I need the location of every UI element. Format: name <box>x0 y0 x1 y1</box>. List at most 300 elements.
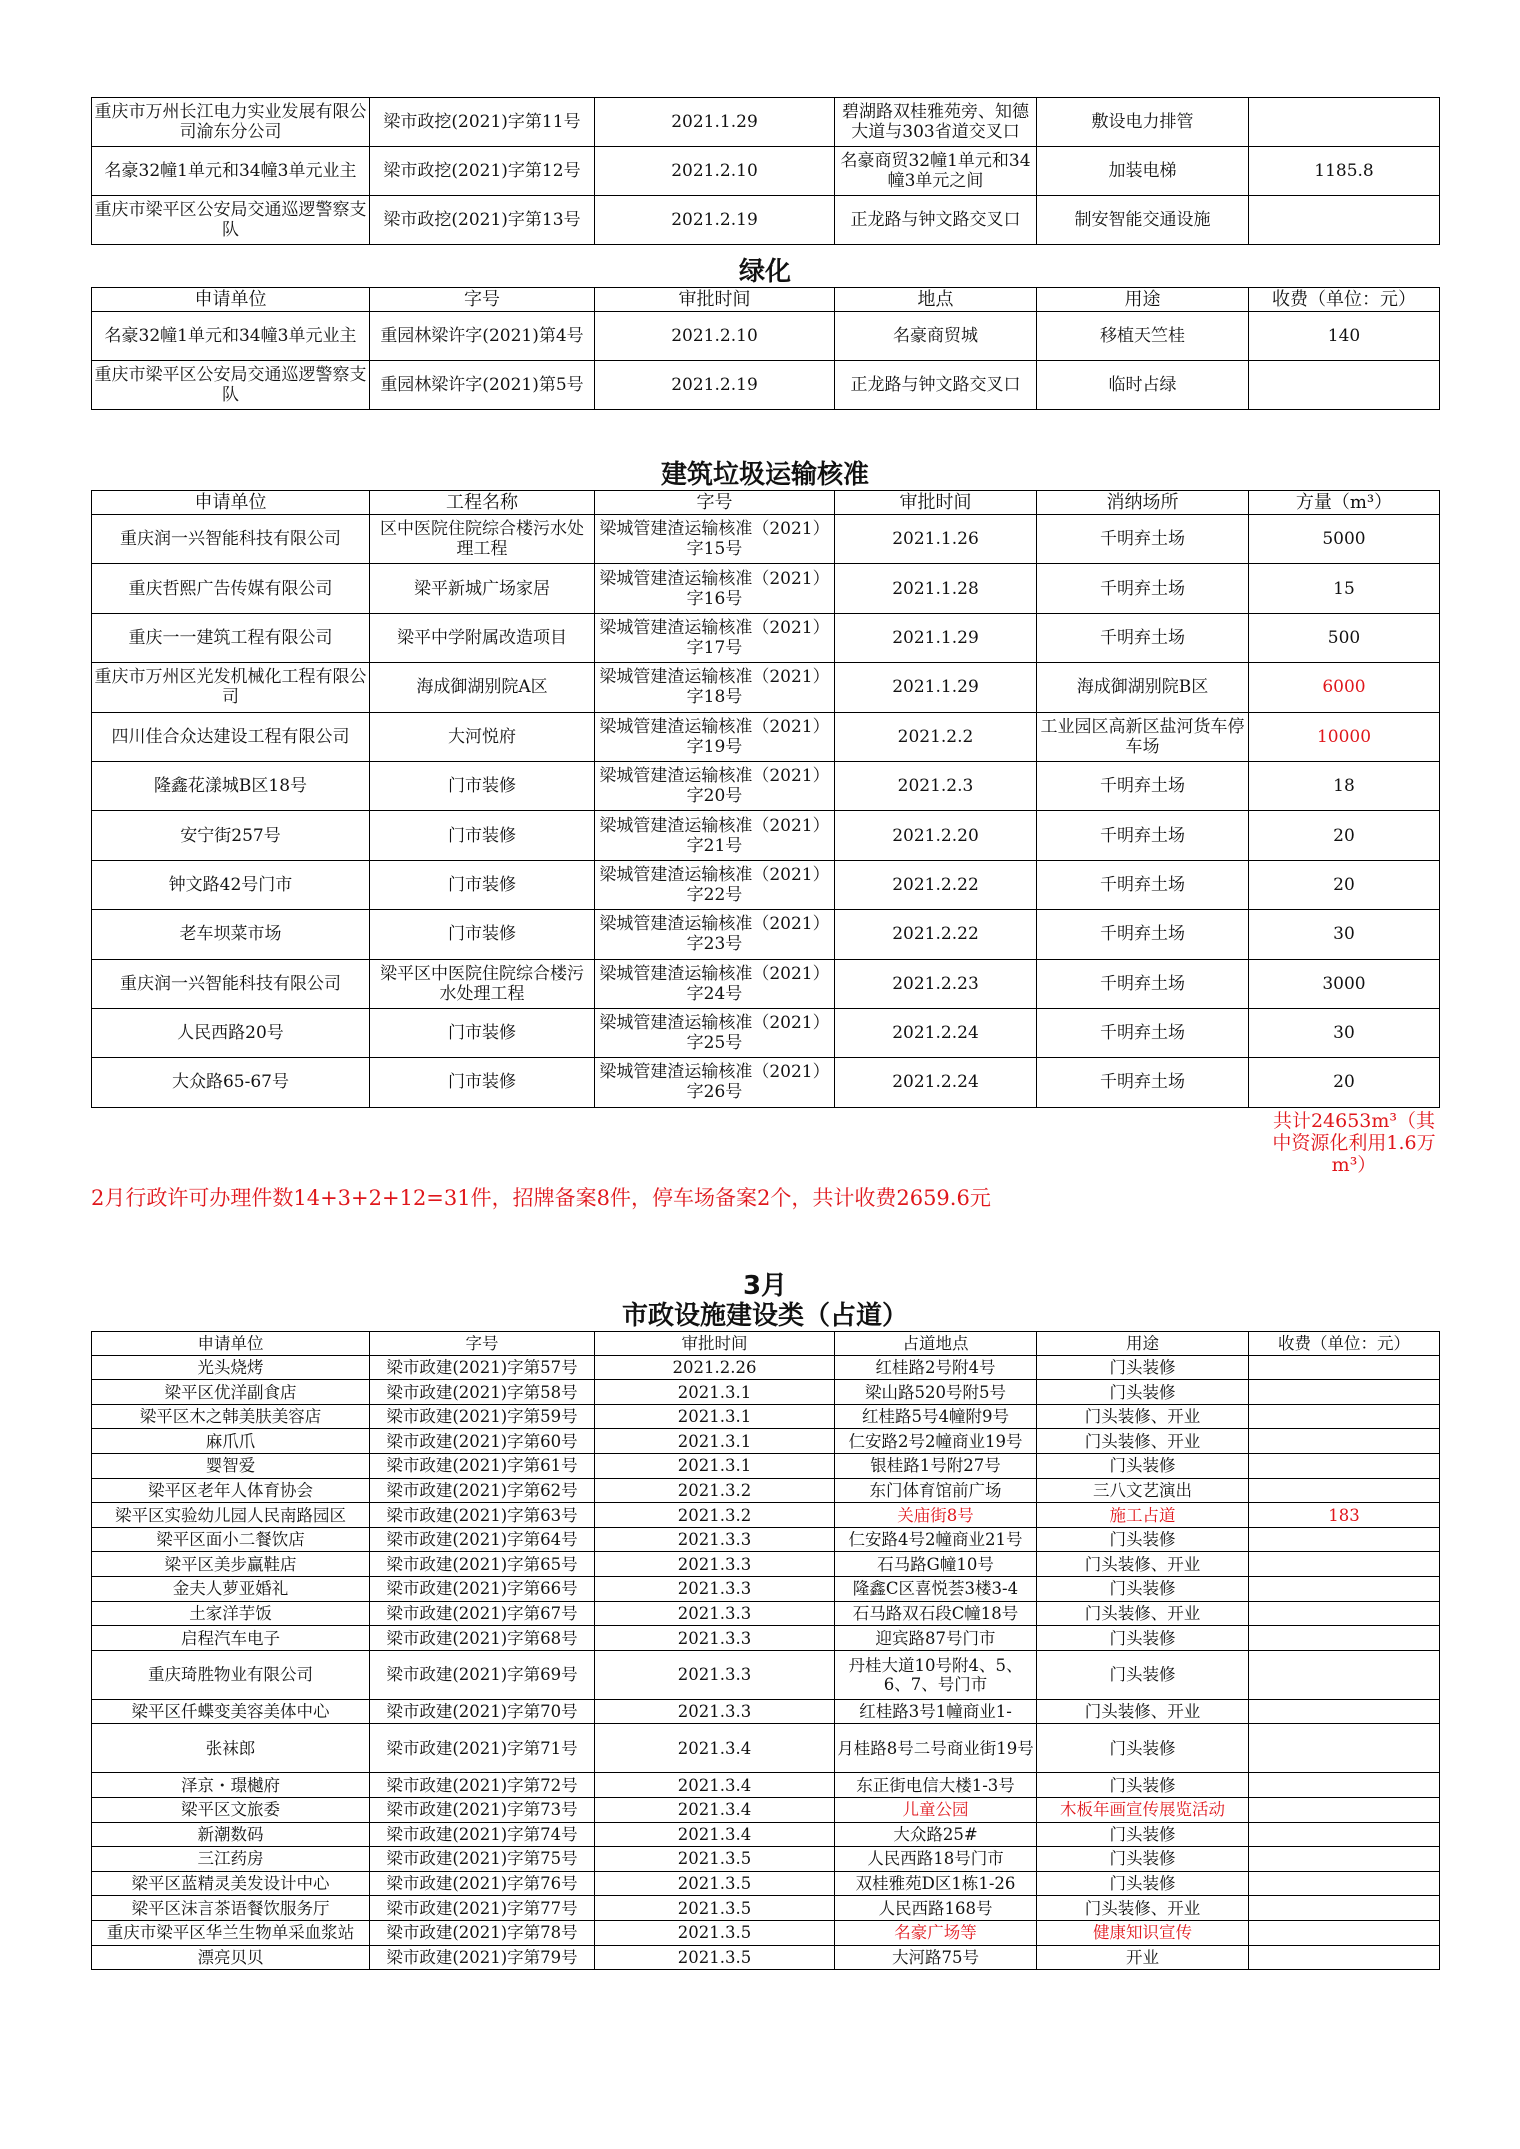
table-cell: 2021.2.19 <box>595 361 835 410</box>
table-cell: 2021.2.10 <box>595 147 835 196</box>
table-cell: 千明弃土场 <box>1037 515 1249 564</box>
table-cell: 2021.2.24 <box>835 1058 1037 1107</box>
table-row <box>92 811 1440 860</box>
table-row <box>92 1355 1440 1380</box>
table-cell <box>1249 1945 1440 1970</box>
table-cell: 梁市政建(2021)字第75号 <box>370 1847 595 1872</box>
table-cell: 2021.2.19 <box>595 196 835 245</box>
table-cell: 千明弃土场 <box>1037 811 1249 860</box>
table-cell: 敷设电力排管 <box>1037 98 1249 147</box>
document-page <box>91 97 1439 1970</box>
table-cell: 2021.2.3 <box>835 761 1037 810</box>
table-cell: 2021.3.4 <box>595 1798 835 1823</box>
table-cell: 梁市政建(2021)字第63号 <box>370 1503 595 1528</box>
table-cell: 140 <box>1249 312 1440 361</box>
table-row <box>92 1577 1440 1602</box>
table-cell: 东正街电信大楼1-3号 <box>835 1773 1037 1798</box>
table-cell: 2021.3.3 <box>595 1699 835 1724</box>
table-cell <box>1249 196 1440 245</box>
table-cell: 梁市政建(2021)字第58号 <box>370 1380 595 1405</box>
waste-header-row <box>92 491 1440 515</box>
table-cell: 重庆一一建筑工程有限公司 <box>92 613 370 662</box>
header-cell: 地点 <box>835 288 1037 312</box>
table-cell: 2021.3.3 <box>595 1626 835 1651</box>
table-cell: 红桂路3号1幢商业1- <box>835 1699 1037 1724</box>
table-row <box>92 663 1440 712</box>
table-cell: 正龙路与钟文路交叉口 <box>835 361 1037 410</box>
header-cell: 工程名称 <box>370 491 595 515</box>
table-cell: 2021.2.26 <box>595 1355 835 1380</box>
table-row <box>92 1454 1440 1479</box>
table-cell <box>1249 1527 1440 1552</box>
header-cell: 申请单位 <box>92 288 370 312</box>
march-header-row <box>92 1331 1440 1355</box>
table-cell: 红桂路2号附4号 <box>835 1355 1037 1380</box>
table-cell: 门市装修 <box>370 860 595 909</box>
table-cell: 仁安路2号2幢商业19号 <box>835 1429 1037 1454</box>
table-cell: 移植天竺桂 <box>1037 312 1249 361</box>
table-cell: 梁市政建(2021)字第72号 <box>370 1773 595 1798</box>
table-row <box>92 1058 1440 1107</box>
table-cell: 婴智爱 <box>92 1454 370 1479</box>
table-cell: 梁平区美步赢鞋店 <box>92 1552 370 1577</box>
table-cell: 20 <box>1249 860 1440 909</box>
section-title-march: 市政设施建设类（占道） <box>621 1300 908 1331</box>
section-title-waste: 建筑垃圾运输核准 <box>660 460 869 490</box>
table-row <box>92 1773 1440 1798</box>
table-cell: 梁市政建(2021)字第79号 <box>370 1945 595 1970</box>
table-cell: 大河悦府 <box>370 712 595 761</box>
table-cell: 2021.2.23 <box>835 959 1037 1008</box>
table-row <box>92 1798 1440 1823</box>
header-cell: 申请单位 <box>92 1331 370 1355</box>
table-cell: 2021.3.3 <box>595 1552 835 1577</box>
table-cell: 四川佳合众达建设工程有限公司 <box>92 712 370 761</box>
table-cell <box>1249 1429 1440 1454</box>
table-cell: 石马路G幢10号 <box>835 1552 1037 1577</box>
table-cell: 儿童公园 <box>835 1798 1037 1823</box>
table-cell: 门市装修 <box>370 811 595 860</box>
table-row <box>92 1601 1440 1626</box>
table-row <box>92 196 1440 245</box>
table-cell: 梁平区中医院住院综合楼污水处理工程 <box>370 959 595 1008</box>
table-cell: 泽京・璟樾府 <box>92 1773 370 1798</box>
table-cell: 人民西路20号 <box>92 1008 370 1057</box>
table-cell: 门市装修 <box>370 1008 595 1057</box>
table-cell: 门头装修 <box>1037 1626 1249 1651</box>
table-cell <box>1249 1920 1440 1945</box>
table-cell <box>1249 1871 1440 1896</box>
header-cell: 字号 <box>595 491 835 515</box>
table-cell: 2021.1.26 <box>835 515 1037 564</box>
table-row <box>92 1896 1440 1921</box>
table-cell: 名豪32幢1单元和34幢3单元业主 <box>92 147 370 196</box>
table-cell: 梁市政建(2021)字第62号 <box>370 1478 595 1503</box>
table-cell: 梁城管建渣运输核准（2021）字20号 <box>595 761 835 810</box>
table-cell <box>1249 1650 1440 1699</box>
table-cell: 梁市政建(2021)字第73号 <box>370 1798 595 1823</box>
greening-table <box>91 287 1440 410</box>
table-cell: 漂亮贝贝 <box>92 1945 370 1970</box>
header-cell: 字号 <box>370 288 595 312</box>
table-row <box>92 1847 1440 1872</box>
table-row <box>92 761 1440 810</box>
march-table <box>91 1331 1440 1970</box>
table-cell: 梁平区木之韩美肤美容店 <box>92 1404 370 1429</box>
table-cell: 梁平区实验幼儿园人民南路园区 <box>92 1503 370 1528</box>
table-cell: 门头装修、开业 <box>1037 1429 1249 1454</box>
table-cell <box>1249 1355 1440 1380</box>
table-cell: 梁平区面小二餐饮店 <box>92 1527 370 1552</box>
table-cell: 关庙街8号 <box>835 1503 1037 1528</box>
table-cell: 梁城管建渣运输核准（2021）字19号 <box>595 712 835 761</box>
header-cell: 收费（单位：元） <box>1249 1331 1440 1355</box>
table-row <box>92 1920 1440 1945</box>
table-row <box>92 147 1440 196</box>
table-cell <box>1249 1552 1440 1577</box>
table-cell: 施工占道 <box>1037 1503 1249 1528</box>
table-cell: 梁城管建渣运输核准（2021）字15号 <box>595 515 835 564</box>
table-cell: 重庆琦胜物业有限公司 <box>92 1650 370 1699</box>
table-cell: 2021.2.22 <box>835 860 1037 909</box>
table-cell <box>1249 1773 1440 1798</box>
table-cell: 名豪广场等 <box>835 1920 1037 1945</box>
table-row <box>92 1626 1440 1651</box>
table-cell: 门头装修 <box>1037 1650 1249 1699</box>
table-cell: 丹桂大道10号附4、5、6、7、号门市 <box>835 1650 1037 1699</box>
table-cell: 门头装修 <box>1037 1355 1249 1380</box>
table-cell: 梁市政建(2021)字第70号 <box>370 1699 595 1724</box>
table-cell: 2021.3.1 <box>595 1404 835 1429</box>
table-cell <box>1249 1798 1440 1823</box>
table-cell: 梁城管建渣运输核准（2021）字25号 <box>595 1008 835 1057</box>
table-cell: 三江药房 <box>92 1847 370 1872</box>
table-cell: 梁平区优洋副食店 <box>92 1380 370 1405</box>
table-cell: 银桂路1号附27号 <box>835 1454 1037 1479</box>
table-cell: 碧湖路双桂雅苑旁、知德大道与303省道交叉口 <box>835 98 1037 147</box>
table-row <box>92 1699 1440 1724</box>
table-cell: 海成御湖别院B区 <box>1037 663 1249 712</box>
table-cell: 梁市政建(2021)字第68号 <box>370 1626 595 1651</box>
table-cell: 梁平区沫言茶语餐饮服务厅 <box>92 1896 370 1921</box>
table-cell: 千明弃土场 <box>1037 860 1249 909</box>
table-cell: 30 <box>1249 1008 1440 1057</box>
table-cell: 仁安路4号2幢商业21号 <box>835 1527 1037 1552</box>
table-cell: 制安智能交通设施 <box>1037 196 1249 245</box>
section-title-greening: 绿化 <box>738 257 791 287</box>
table-cell: 10000 <box>1249 712 1440 761</box>
table-cell <box>1249 1601 1440 1626</box>
table-cell <box>1249 1577 1440 1602</box>
table-cell: 重庆润一兴智能科技有限公司 <box>92 515 370 564</box>
table-cell: 30 <box>1249 910 1440 959</box>
table-cell: 迎宾路87号门市 <box>835 1626 1037 1651</box>
table-cell <box>1249 1699 1440 1724</box>
table-cell: 梁城管建渣运输核准（2021）字24号 <box>595 959 835 1008</box>
table-cell: 梁市政建(2021)字第66号 <box>370 1577 595 1602</box>
table-cell: 2021.3.1 <box>595 1380 835 1405</box>
waste-total-note: 共计24653m³（其中资源化利用1.6万m³） <box>1272 1109 1436 1176</box>
table-cell: 隆鑫花漾城B区18号 <box>92 761 370 810</box>
table-cell: 区中医院住院综合楼污水处理工程 <box>370 515 595 564</box>
table-cell <box>1249 1380 1440 1405</box>
table-cell: 老车坝菜市场 <box>92 910 370 959</box>
header-cell: 审批时间 <box>595 1331 835 1355</box>
table-row <box>92 712 1440 761</box>
table-cell: 2021.1.29 <box>595 98 835 147</box>
table-cell: 梁市政建(2021)字第76号 <box>370 1871 595 1896</box>
table-cell <box>1249 1896 1440 1921</box>
table-row <box>92 515 1440 564</box>
table-row <box>92 1724 1440 1773</box>
table-cell: 2021.3.1 <box>595 1454 835 1479</box>
table-cell: 梁城管建渣运输核准（2021）字26号 <box>595 1058 835 1107</box>
header-cell: 审批时间 <box>835 491 1037 515</box>
table-cell: 梁市政建(2021)字第57号 <box>370 1355 595 1380</box>
table-cell: 500 <box>1249 613 1440 662</box>
table-cell: 张袜郎 <box>92 1724 370 1773</box>
table-cell: 重庆市梁平区华兰生物单采血浆站 <box>92 1920 370 1945</box>
table-cell: 门头装修 <box>1037 1822 1249 1847</box>
table-cell: 2021.3.4 <box>595 1822 835 1847</box>
table-cell: 大众路25# <box>835 1822 1037 1847</box>
table-cell: 加装电梯 <box>1037 147 1249 196</box>
table-row <box>92 1527 1440 1552</box>
excavation-table <box>91 97 1440 245</box>
table-cell: 2021.3.3 <box>595 1527 835 1552</box>
table-cell: 梁市政建(2021)字第60号 <box>370 1429 595 1454</box>
header-cell: 占道地点 <box>835 1331 1037 1355</box>
table-cell: 梁市政建(2021)字第61号 <box>370 1454 595 1479</box>
table-cell: 梁城管建渣运输核准（2021）字21号 <box>595 811 835 860</box>
table-cell <box>1249 98 1440 147</box>
table-cell: 1185.8 <box>1249 147 1440 196</box>
table-cell: 2021.3.2 <box>595 1503 835 1528</box>
table-cell: 2021.3.3 <box>595 1601 835 1626</box>
table-row <box>92 1380 1440 1405</box>
table-cell: 人民西路168号 <box>835 1896 1037 1921</box>
table-cell: 梁平区仟蝶变美容美体中心 <box>92 1699 370 1724</box>
table-cell: 2021.2.24 <box>835 1008 1037 1057</box>
table-cell: 5000 <box>1249 515 1440 564</box>
table-row <box>92 1945 1440 1970</box>
table-cell: 千明弃土场 <box>1037 1008 1249 1057</box>
table-cell: 人民西路18号门市 <box>835 1847 1037 1872</box>
table-cell: 工业园区高新区盐河货车停车场 <box>1037 712 1249 761</box>
table-cell: 重庆市梁平区公安局交通巡逻警察支队 <box>92 196 370 245</box>
waste-table <box>91 490 1440 1108</box>
table-cell: 隆鑫C区喜悦荟3楼3-4 <box>835 1577 1037 1602</box>
table-cell: 千明弃土场 <box>1037 1058 1249 1107</box>
table-cell: 门市装修 <box>370 761 595 810</box>
table-cell: 梁市政建(2021)字第64号 <box>370 1527 595 1552</box>
table-cell: 月桂路8号二号商业街19号 <box>835 1724 1037 1773</box>
table-cell: 名豪商贸城 <box>835 312 1037 361</box>
table-row <box>92 1503 1440 1528</box>
header-cell: 用途 <box>1037 1331 1249 1355</box>
table-cell: 梁市政挖(2021)字第12号 <box>370 147 595 196</box>
table-cell: 3000 <box>1249 959 1440 1008</box>
february-summary: 2月行政许可办理件数14+3+2+12=31件，招牌备案8件，停车场备案2个，共计收费2659.6元 <box>91 1185 991 1210</box>
table-cell: 梁市政建(2021)字第71号 <box>370 1724 595 1773</box>
table-cell: 20 <box>1249 1058 1440 1107</box>
table-cell: 金夫人萝亚婚礼 <box>92 1577 370 1602</box>
table-cell: 梁市政挖(2021)字第13号 <box>370 196 595 245</box>
table-cell: 梁市政建(2021)字第74号 <box>370 1822 595 1847</box>
table-cell: 临时占绿 <box>1037 361 1249 410</box>
table-cell: 门头装修 <box>1037 1724 1249 1773</box>
table-cell: 梁平中学附属改造项目 <box>370 613 595 662</box>
header-cell: 收费（单位：元） <box>1249 288 1440 312</box>
table-cell: 门头装修、开业 <box>1037 1896 1249 1921</box>
table-cell: 正龙路与钟文路交叉口 <box>835 196 1037 245</box>
table-cell: 海成御湖别院A区 <box>370 663 595 712</box>
table-cell: 双桂雅苑D区1栋1-26 <box>835 1871 1037 1896</box>
table-row <box>92 1650 1440 1699</box>
table-cell: 千明弃土场 <box>1037 959 1249 1008</box>
table-cell: 重庆市万州长江电力实业发展有限公司渝东分公司 <box>92 98 370 147</box>
table-cell: 重园林梁许字(2021)第5号 <box>370 361 595 410</box>
table-cell: 梁城管建渣运输核准（2021）字16号 <box>595 564 835 613</box>
month-title: 3月 <box>742 1270 788 1301</box>
table-cell: 门头装修 <box>1037 1577 1249 1602</box>
table-cell <box>1249 1822 1440 1847</box>
table-cell: 2021.2.2 <box>835 712 1037 761</box>
table-cell: 2021.3.2 <box>595 1478 835 1503</box>
table-cell: 门头装修 <box>1037 1380 1249 1405</box>
table-cell: 梁城管建渣运输核准（2021）字17号 <box>595 613 835 662</box>
greening-header-row <box>92 288 1440 312</box>
table-cell: 木板年画宣传展览活动 <box>1037 1798 1249 1823</box>
table-cell: 钟文路42号门市 <box>92 860 370 909</box>
table-cell: 重园林梁许字(2021)第4号 <box>370 312 595 361</box>
table-cell: 梁市政建(2021)字第59号 <box>370 1404 595 1429</box>
table-cell: 2021.3.5 <box>595 1847 835 1872</box>
table-cell: 2021.3.5 <box>595 1871 835 1896</box>
table-cell: 梁城管建渣运输核准（2021）字22号 <box>595 860 835 909</box>
table-row <box>92 1429 1440 1454</box>
table-cell: 15 <box>1249 564 1440 613</box>
table-row <box>92 1478 1440 1503</box>
table-cell: 2021.2.20 <box>835 811 1037 860</box>
table-cell: 光头烧烤 <box>92 1355 370 1380</box>
table-cell: 千明弃土场 <box>1037 564 1249 613</box>
table-cell: 2021.3.5 <box>595 1896 835 1921</box>
table-cell: 名豪商贸32幢1单元和34幢3单元之间 <box>835 147 1037 196</box>
table-cell: 2021.3.4 <box>595 1724 835 1773</box>
table-cell: 开业 <box>1037 1945 1249 1970</box>
table-cell: 2021.2.22 <box>835 910 1037 959</box>
table-cell: 2021.1.29 <box>835 663 1037 712</box>
table-cell: 2021.1.29 <box>835 613 1037 662</box>
table-cell: 梁市政建(2021)字第78号 <box>370 1920 595 1945</box>
header-cell: 申请单位 <box>92 491 370 515</box>
table-cell: 梁山路520号附5号 <box>835 1380 1037 1405</box>
table-cell: 土家洋芋饭 <box>92 1601 370 1626</box>
table-cell <box>1249 1724 1440 1773</box>
table-cell: 18 <box>1249 761 1440 810</box>
table-row <box>92 1822 1440 1847</box>
table-cell: 三八文艺演出 <box>1037 1478 1249 1503</box>
table-cell <box>1249 1404 1440 1429</box>
table-row <box>92 361 1440 410</box>
table-cell: 重庆市万州区光发机械化工程有限公司 <box>92 663 370 712</box>
table-cell: 大河路75号 <box>835 1945 1037 1970</box>
table-cell: 名豪32幢1单元和34幢3单元业主 <box>92 312 370 361</box>
table-row <box>92 1008 1440 1057</box>
table-cell: 门头装修、开业 <box>1037 1404 1249 1429</box>
header-cell: 消纳场所 <box>1037 491 1249 515</box>
table-row <box>92 1404 1440 1429</box>
header-cell: 方量（m³） <box>1249 491 1440 515</box>
table-cell: 重庆润一兴智能科技有限公司 <box>92 959 370 1008</box>
table-cell: 6000 <box>1249 663 1440 712</box>
table-cell: 重庆哲熙广告传媒有限公司 <box>92 564 370 613</box>
table-row <box>92 1871 1440 1896</box>
table-cell: 门头装修、开业 <box>1037 1552 1249 1577</box>
table-cell: 梁平区文旅委 <box>92 1798 370 1823</box>
table-cell: 梁城管建渣运输核准（2021）字18号 <box>595 663 835 712</box>
header-cell: 字号 <box>370 1331 595 1355</box>
table-cell: 梁市政建(2021)字第67号 <box>370 1601 595 1626</box>
table-cell: 门市装修 <box>370 1058 595 1107</box>
table-cell: 千明弃土场 <box>1037 910 1249 959</box>
table-row <box>92 564 1440 613</box>
table-cell <box>1249 1478 1440 1503</box>
table-cell: 健康知识宣传 <box>1037 1920 1249 1945</box>
table-cell: 红桂路5号4幢附9号 <box>835 1404 1037 1429</box>
table-cell: 麻爪爪 <box>92 1429 370 1454</box>
table-cell: 梁市政建(2021)字第77号 <box>370 1896 595 1921</box>
table-cell: 门头装修 <box>1037 1454 1249 1479</box>
table-cell: 安宁街257号 <box>92 811 370 860</box>
table-row <box>92 312 1440 361</box>
table-row <box>92 1552 1440 1577</box>
table-cell: 门头装修、开业 <box>1037 1699 1249 1724</box>
table-cell: 梁平新城广场家居 <box>370 564 595 613</box>
table-cell: 20 <box>1249 811 1440 860</box>
table-cell: 2021.3.5 <box>595 1920 835 1945</box>
table-cell: 大众路65-67号 <box>92 1058 370 1107</box>
table-cell: 门市装修 <box>370 910 595 959</box>
table-cell: 重庆市梁平区公安局交通巡逻警察支队 <box>92 361 370 410</box>
table-cell <box>1249 1847 1440 1872</box>
table-cell <box>1249 1626 1440 1651</box>
table-row <box>92 959 1440 1008</box>
table-cell: 梁市政建(2021)字第65号 <box>370 1552 595 1577</box>
table-cell: 梁平区老年人体育协会 <box>92 1478 370 1503</box>
table-cell: 门头装修、开业 <box>1037 1601 1249 1626</box>
table-cell <box>1249 1454 1440 1479</box>
table-cell: 2021.1.28 <box>835 564 1037 613</box>
table-cell: 2021.3.1 <box>595 1429 835 1454</box>
table-cell: 梁市政挖(2021)字第11号 <box>370 98 595 147</box>
table-row <box>92 860 1440 909</box>
table-cell: 2021.2.10 <box>595 312 835 361</box>
table-cell: 2021.3.4 <box>595 1773 835 1798</box>
table-cell: 新潮数码 <box>92 1822 370 1847</box>
table-row <box>92 98 1440 147</box>
table-cell: 东门体育馆前广场 <box>835 1478 1037 1503</box>
table-cell <box>1249 361 1440 410</box>
table-cell: 门头装修 <box>1037 1871 1249 1896</box>
table-cell: 门头装修 <box>1037 1847 1249 1872</box>
table-cell: 石马路双石段C幢18号 <box>835 1601 1037 1626</box>
table-row <box>92 613 1440 662</box>
table-cell: 千明弃土场 <box>1037 761 1249 810</box>
table-cell: 183 <box>1249 1503 1440 1528</box>
table-cell: 2021.3.3 <box>595 1650 835 1699</box>
